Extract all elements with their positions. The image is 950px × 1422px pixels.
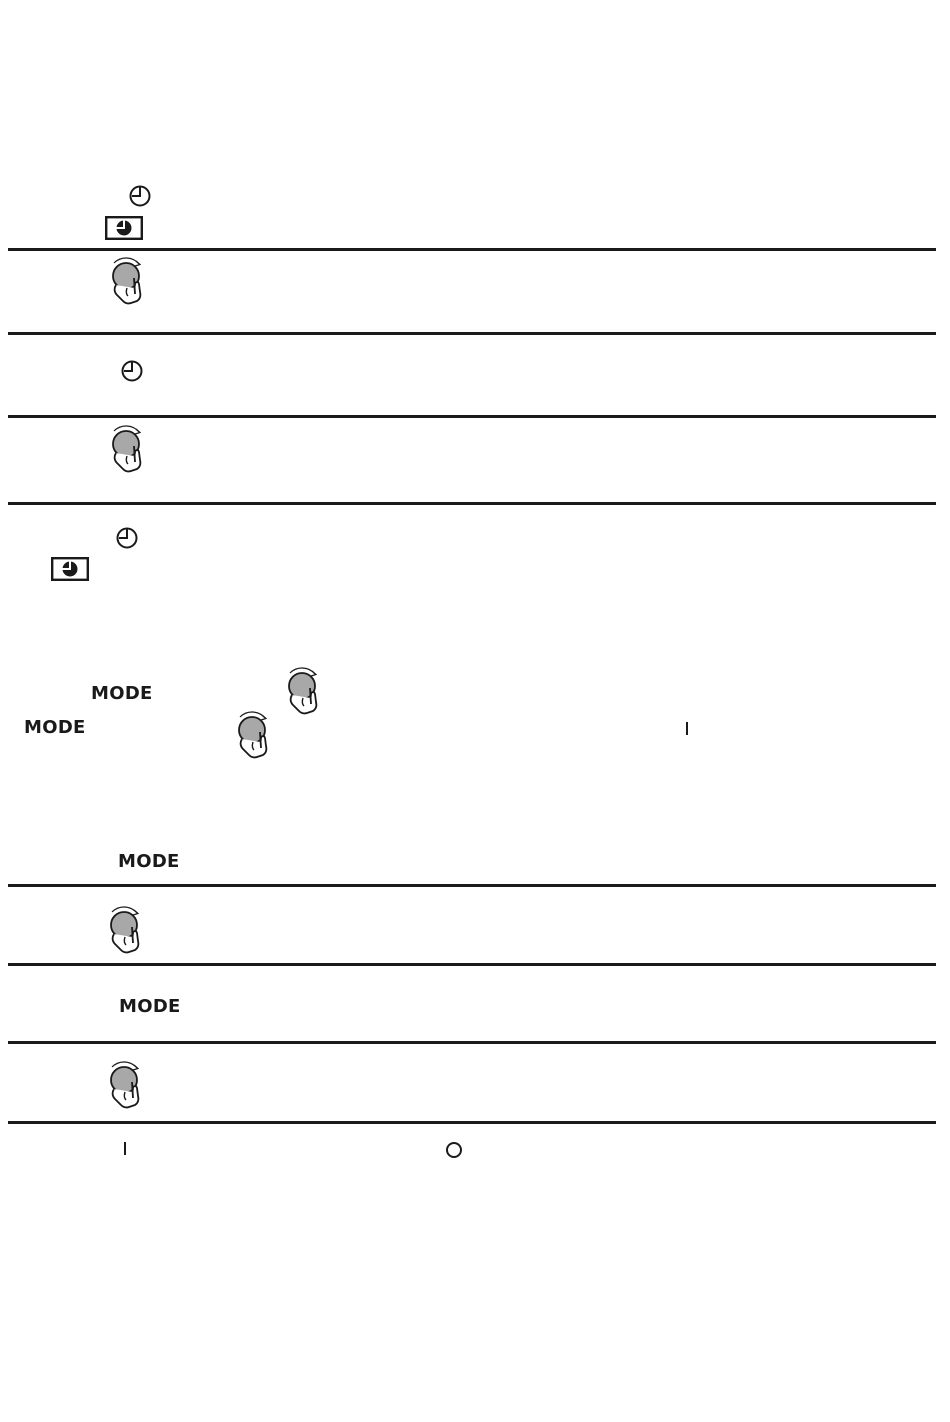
rotary-knob-icon [280,664,324,718]
rotary-knob-icon [230,708,274,762]
section-divider [8,502,936,505]
section-divider [8,1121,936,1124]
clock-icon [128,184,152,208]
mode-button-label: MODE [118,851,180,872]
rotary-knob-icon [102,903,146,957]
timer-display-icon [105,216,143,240]
section-divider [8,415,936,418]
section-divider [8,963,936,966]
clock-icon [115,526,139,550]
off-circle-icon [446,1142,462,1158]
on-line-icon [124,1142,126,1155]
section-divider [8,332,936,335]
mode-button-label: MODE [119,996,181,1017]
rotary-knob-icon [104,254,148,308]
section-divider [8,884,936,887]
on-line-icon [686,722,688,735]
timer-display-icon [51,557,89,581]
section-divider [8,1041,936,1044]
mode-button-label: MODE [91,683,153,704]
clock-icon [120,359,144,383]
section-divider [8,248,936,251]
mode-button-label: MODE [24,717,86,738]
rotary-knob-icon [104,422,148,476]
rotary-knob-icon [102,1058,146,1112]
